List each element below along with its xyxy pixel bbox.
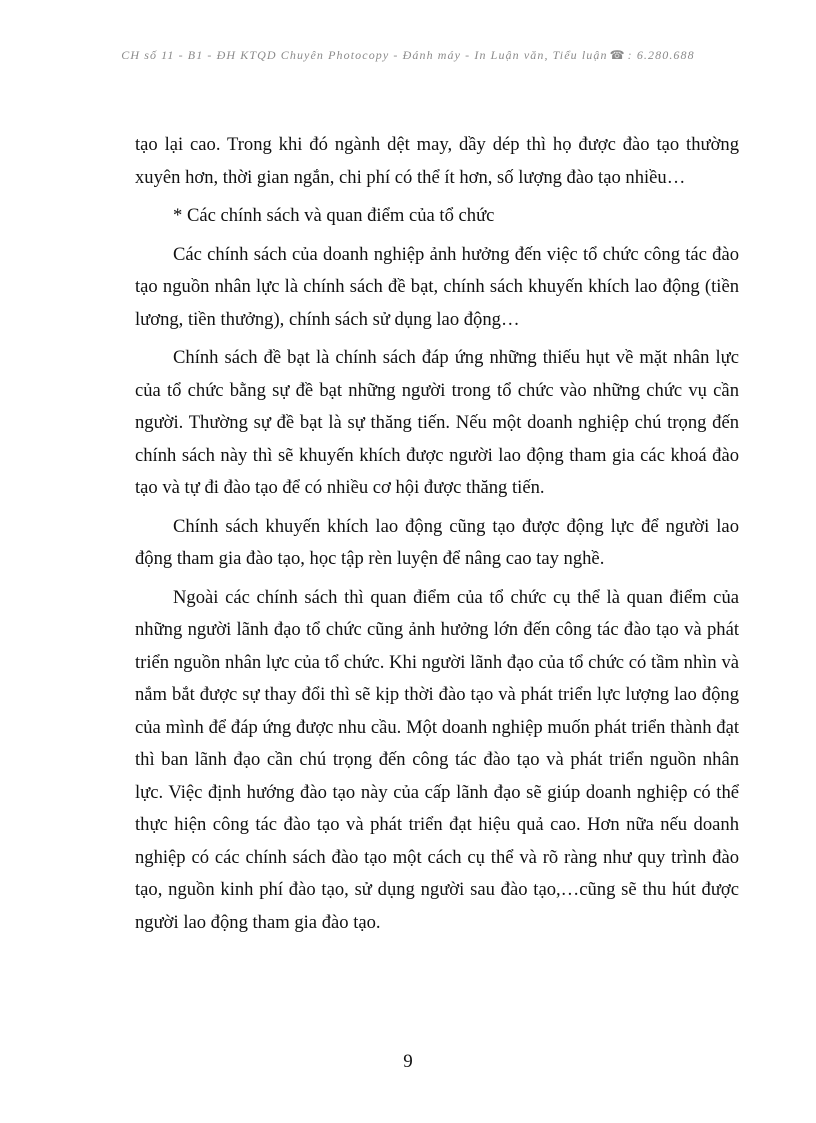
page-header — [0, 48, 816, 63]
paragraph-continuation: tạo lại cao. Trong khi đó ngành dệt may, dầy dép thì họ được đào tạo thường xuyên hơn, thời gian ngắn, chi phí có thể ít hơn, số lượng đào tạo nhiều… — [135, 134, 739, 188]
document-body — [135, 129, 739, 939]
header-text: CH số 11 - B1 - ĐH KTQD Chuyên Photocopy - Đánh máy - In Luận văn, Tiểu luận — [121, 48, 608, 62]
paragraph: Chính sách khuyến khích lao động cũng tạo được động lực để người lao động tham gia đào tạo, học tập rèn luyện để nâng cao tay nghề. — [135, 515, 739, 569]
paragraph: Ngoài các chính sách thì quan điểm của tổ chức cụ thể là quan điểm của những người lãnh đạo tổ chức cũng ảnh hưởng lớn đến công tác đào tạo và phát triển nguồn nhân lực của tổ chức. Khi người lãnh đạo của tổ chức có tầm nhìn và nắm bắt được sự thay đổi thì sẽ kịp thời đào tạo và phát triển lực lượng lao động của mình để đáp ứng được nhu cầu. Một doanh nghiệp muốn phát triển thành đạt thì ban lãnh đạo cần chú trọng đến công tác đào tạo và phát triển nguồn nhân lực. Việc định hướng đào tạo này của cấp lãnh đạo sẽ giúp doanh nghiệp có thể thực hiện công tác đào tạo và phát triển đạt hiệu quả cao. Hơn nữa nếu doanh nghiệp có các chính sách đào tạo một cách cụ thể và rõ ràng như quy trình đào tạo, nguồn kinh phí đào tạo, sử dụng người sau đào tạo,…cũng sẽ thu hút được người lao động tham gia đào tạo. — [135, 586, 739, 933]
section-heading: * Các chính sách và quan điểm của tổ chức — [173, 205, 495, 226]
page-number: 9 — [403, 1051, 413, 1072]
header-phone-number: : 6.280.688 — [627, 48, 695, 62]
paragraph: Các chính sách của doanh nghiệp ảnh hưởng đến việc tổ chức công tác đào tạo nguồn nhân lực là chính sách đề bạt, chính sách khuyến khích lao động (tiền lương, tiền thưởng), chính sách sử dụng lao động… — [135, 243, 739, 330]
phone-icon: ☎ — [609, 48, 626, 62]
paragraph: Chính sách đề bạt là chính sách đáp ứng những thiếu hụt về mặt nhân lực của tổ chức bằng sự đề bạt những người trong tổ chức vào những chức vụ cần người. Thường sự đề bạt là sự thăng tiến. Nếu một doanh nghiệp chú trọng đến chính sách này thì sẽ khuyến khích được người lao động tham gia các khoá đào tạo và tự đi đào tạo để có nhiều cơ hội được thăng tiến. — [135, 347, 739, 498]
